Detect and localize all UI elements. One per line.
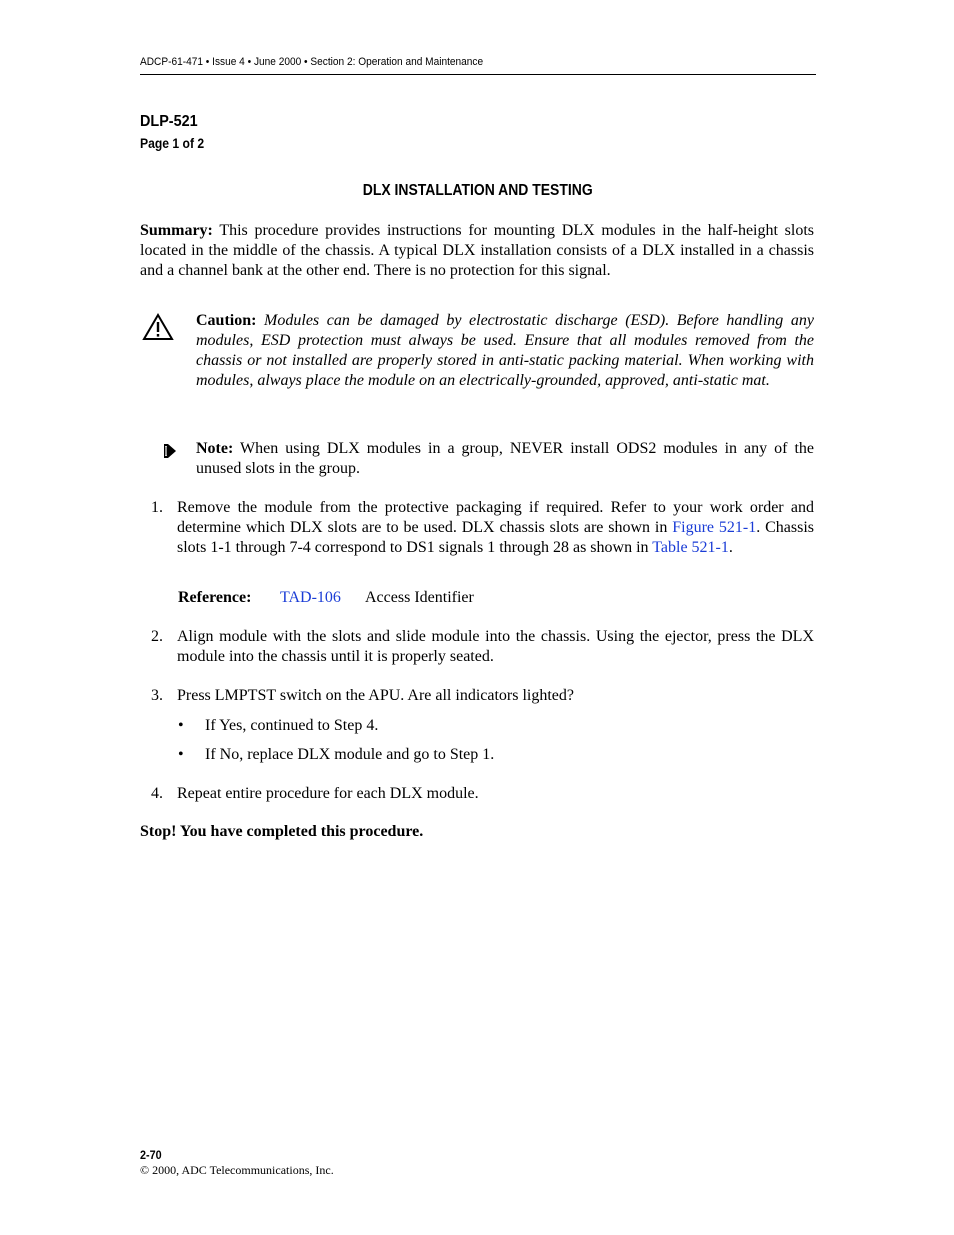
footer-copyright: © 2000, ADC Telecommunications, Inc. [140, 1163, 334, 1177]
pointing-hand-icon [161, 441, 179, 461]
note-paragraph [196, 439, 814, 479]
warning-triangle-icon [142, 313, 174, 341]
procedure-id: DLP-521 [140, 113, 198, 130]
page-indicator: Page 1 of 2 [140, 136, 205, 151]
footer-page-number: 2-70 [140, 1148, 162, 1162]
procedure-title-text: DLX INSTALLATION AND TESTING [363, 182, 593, 199]
bullet-marker: • [178, 746, 184, 763]
tad-106-link[interactable]: TAD-106 [280, 589, 341, 606]
list-item: If Yes, continued to Step 4. [205, 717, 379, 734]
step-3-text: Press LMPTST switch on the APU. Are all indicators lighted? [177, 687, 575, 704]
caution-label: Caution: [196, 312, 257, 329]
step-4-text: Repeat entire procedure for each DLX module. [177, 785, 479, 802]
summary-label: Summary: [140, 222, 213, 239]
step-1-text [177, 498, 814, 558]
step-number: 3. [151, 687, 163, 704]
caution-paragraph [196, 311, 814, 391]
step-number: 2. [151, 628, 163, 645]
reference-description: Access Identifier [365, 589, 474, 606]
summary-text: This procedure provides instructions for mounting DLX modules in the half-height slots located in the middle of the chassis. A typical DLX installation consists of a DLX installed in a chassis and a channel bank at the other end. There is no protection for this signal. [140, 222, 814, 279]
step-1-text-a: Remove the module from the protective packaging if required. Refer to your work order and determine which DLX slots are to be used. DLX chassis slots are shown in [177, 499, 814, 536]
table-521-1-link[interactable]: Table 521-1 [652, 539, 729, 556]
note-text: When using DLX modules in a group, NEVER install ODS2 modules in any of the unused slots in the group. [196, 440, 814, 477]
header-rule [140, 74, 816, 75]
reference-label: Reference: [178, 589, 252, 606]
step-1-text-b: . Chassis slots 1-1 through 7-4 correspond to DS1 signals 1 through 28 as shown in [177, 519, 815, 556]
bullet-marker: • [178, 717, 184, 734]
step-number: 4. [151, 785, 163, 802]
step-2-text: Align module with the slots and slide module into the chassis. Using the ejector, press the DLX module into the chassis until it is properly seated. [177, 628, 814, 665]
stop-message: Stop! You have completed this procedure. [140, 823, 424, 840]
figure-521-1-link[interactable]: Figure 521-1 [672, 519, 757, 536]
caution-text: Modules can be damaged by electrostatic discharge (ESD). Before handling any modules, ESD protection must always be used. Ensure that all modules removed from the chassis or not installed are properly stored in anti-static packing material. When working with modules, always place the module on an electrically-grounded, approved, anti-static mat. [196, 312, 814, 389]
note-label: Note: [196, 440, 234, 457]
list-item: If No, replace DLX module and go to Step 1. [205, 746, 495, 763]
step-number: 1. [151, 499, 163, 516]
summary-paragraph [140, 221, 814, 281]
running-head: ADCP-61-471 • Issue 4 • June 2000 • Section 2: Operation and Maintenance [140, 56, 484, 68]
procedure-title [140, 182, 816, 200]
step-1-text-c: . [728, 539, 733, 556]
